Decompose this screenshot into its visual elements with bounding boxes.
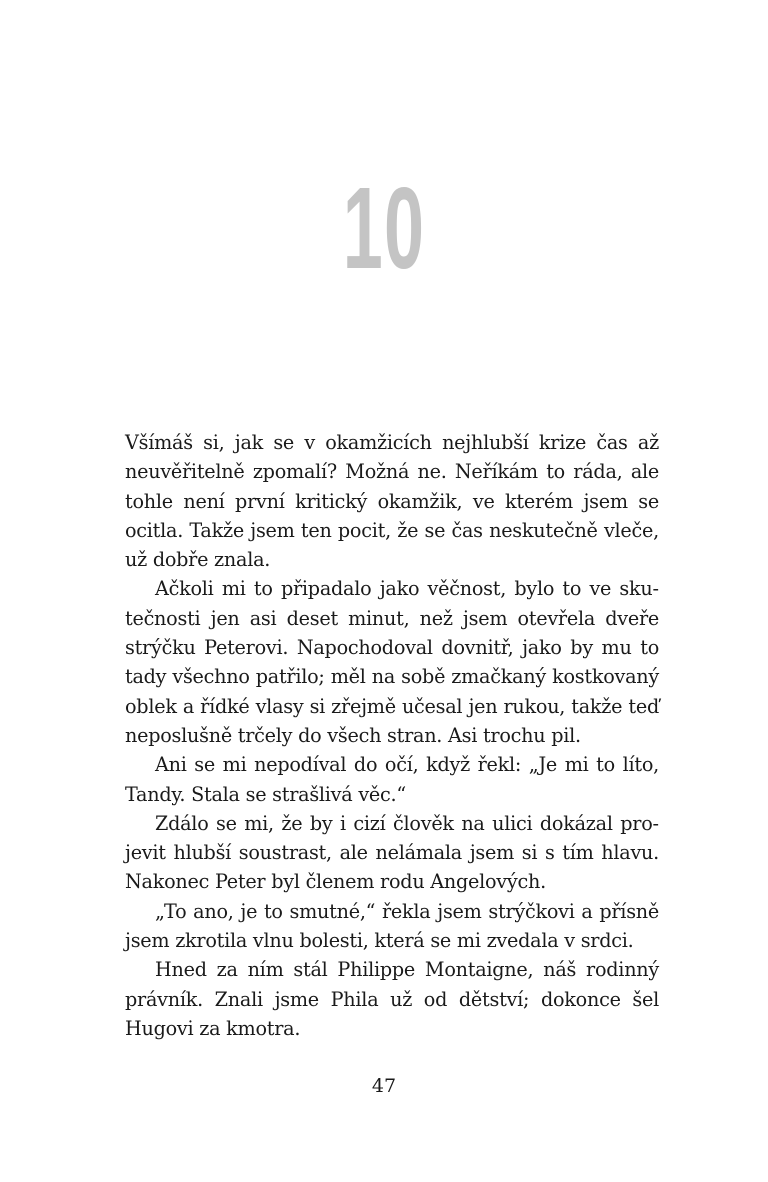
chapter-number: 10: [342, 163, 426, 293]
paragraph: „To ano, je to smutné,“ řekla jsem strýčkovi a přísně jsem zkrotila vlnu bolesti, která se mi zvedala v srdci.: [125, 899, 659, 953]
chapter-body: [125, 428, 659, 1043]
paragraph: Hned za ním stál Philippe Montaigne, náš rodinný právník. Znali jsme Phila už od dětství; dokonce šel Hugovi za kmotra.: [125, 958, 659, 1040]
paragraph: Ačkoli mi to připadalo jako věčnost, bylo to ve skutečnosti jen asi deset minut, než jsem otevřela dveře strýčku Peterovi. Napochodoval dovnitř, jako by mu to tady všechno patřilo; měl na sobě zmačkaný kostkovaný oblek a řídké vlasy si zřejmě učesal jen rukou, takže teď neposlušně trčely do všech stran. Asi trochu pil.: [125, 577, 659, 747]
paragraph: Zdálo se mi, že by i cizí člověk na ulici dokázal projevit hlubší soustrast, ale nelámala jsem si s tím hlavu. Nakonec Peter byl členem rodu Angelových.: [125, 811, 659, 894]
paragraph: Všímáš si, jak se v okamžicích nejhlubší krize čas až neuvěřitelně zpomalí? Možná ne. Neříkám to ráda, ale tohle není první kritický okamžik, ve kterém jsem se ocitla. Takže jsem ten pocit, že se čas neskutečně vleče, už dobře znala.: [125, 431, 659, 572]
page-number: 47: [371, 1075, 397, 1097]
paragraph: Ani se mi nepodíval do očí, když řekl: „Je mi to líto, Tandy. Stala se strašlivá věc.“: [125, 753, 659, 806]
